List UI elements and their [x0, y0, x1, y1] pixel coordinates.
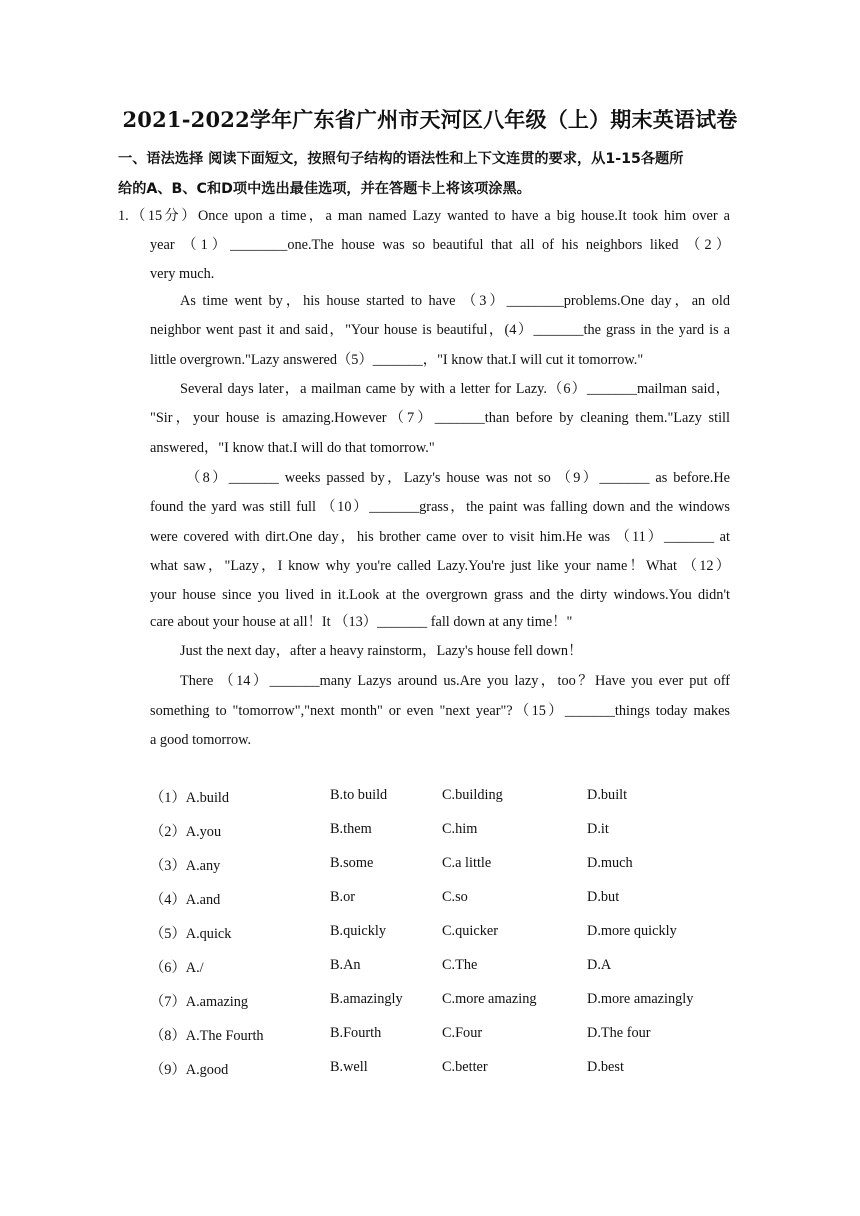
passage-line: care about your house at all！It （13）_______ fall down at any time！"	[150, 614, 573, 630]
option-d: D.more amazingly	[587, 991, 694, 1007]
option-b: B.to build	[330, 787, 388, 803]
option-d: D.but	[587, 889, 620, 905]
option-c: C.so	[442, 889, 468, 905]
passage-line: what saw，"Lazy，I know why you're called Lazy.You're just like your name！What （12）	[150, 558, 730, 574]
option-c: C.him	[442, 821, 478, 837]
option-b: B.Fourth	[330, 1025, 382, 1041]
option-d: D.built	[587, 787, 628, 803]
option-a: （6）A./	[150, 960, 204, 976]
option-a: （5）A.quick	[150, 926, 232, 942]
option-b: B.An	[330, 957, 361, 973]
option-b: B.some	[330, 855, 374, 871]
passage-line: found the yard was still full （10）_______grass，the paint was falling down and the windows	[150, 499, 730, 515]
section-instruction-line-2: 给的A、B、C和D项中选出最佳选项，并在答题卡上将该项涂黑。	[118, 181, 531, 197]
passage-line: （8）_______ weeks passed by，Lazy's house was not so （9）_______ as before.He	[186, 470, 730, 486]
option-a: （4）A.and	[150, 892, 221, 908]
passage-line: your house since you lived in it.Look at the overgrown grass and the dirty windows.You didn't	[150, 587, 730, 603]
passage-line: something to "tomorrow","next month" or even "next year"?（15）_______things today makes	[150, 703, 730, 719]
option-d: D.more quickly	[587, 923, 677, 939]
passage-line: As time went by，his house started to have （3）________problems.One day，an old	[180, 293, 730, 309]
option-c: C.a little	[442, 855, 492, 871]
option-d: D.it	[587, 821, 609, 837]
passage-line: 1.（15分）Once upon a time，a man named Lazy wanted to have a big house.It took him over a	[118, 208, 730, 224]
option-a: （1）A.build	[150, 790, 230, 806]
option-d: D.best	[587, 1059, 624, 1075]
option-b: B.amazingly	[330, 991, 403, 1007]
option-b: B.or	[330, 889, 356, 905]
option-b: B.them	[330, 821, 372, 837]
page-title: 2021-2022学年广东省广州市天河区八年级（上）期末英语试卷	[122, 107, 738, 132]
option-b: B.quickly	[330, 923, 386, 939]
option-a: （8）A.The Fourth	[150, 1028, 264, 1044]
option-c: C.better	[442, 1059, 488, 1075]
passage-line: very much.	[150, 266, 215, 282]
passage-line: were covered with dirt.One day，his brother came over to visit him.He was （11）_______ at	[150, 529, 730, 545]
passage-line: neighbor went past it and said，"Your house is beautiful，(4）_______the grass in the yard is a	[150, 322, 730, 338]
passage-line: Just the next day，after a heavy rainstorm，Lazy's house fell down！	[180, 643, 583, 659]
option-d: D.much	[587, 855, 633, 871]
option-a: （7）A.amazing	[150, 994, 249, 1010]
option-c: C.quicker	[442, 923, 498, 939]
passage-line: answered，"I know that.I will do that tomorrow."	[150, 440, 435, 456]
section-instruction-line-1: 一、语法选择 阅读下面短文，按照句子结构的语法性和上下文连贯的要求，从1-15各题所	[118, 151, 684, 167]
option-a: （9）A.good	[150, 1062, 229, 1078]
passage-line: Several days later，a mailman came by with a letter for Lazy.（6）_______mailman said，	[180, 381, 730, 397]
option-a: （3）A.any	[150, 858, 221, 874]
option-d: D.The four	[587, 1025, 651, 1041]
passage-line: year （1）________one.The house was so beautiful that all of his neighbors liked （2）	[150, 237, 730, 253]
option-a: （2）A.you	[150, 824, 222, 840]
passage-line: little overgrown."Lazy answered（5）_______，"I know that.I will cut it tomorrow."	[150, 352, 644, 368]
option-c: C.more amazing	[442, 991, 537, 1007]
option-d: D.A	[587, 957, 612, 973]
passage-line: a good tomorrow.	[150, 732, 252, 748]
option-c: C.building	[442, 787, 503, 803]
option-c: C.The	[442, 957, 478, 973]
option-b: B.well	[330, 1059, 368, 1075]
option-c: C.Four	[442, 1025, 483, 1041]
passage-line: "Sir，your house is amazing.However（7）_______than before by cleaning them."Lazy still	[150, 410, 730, 426]
passage-line: There （14）_______many Lazys around us.Are you lazy，too？Have you ever put off	[180, 673, 730, 689]
